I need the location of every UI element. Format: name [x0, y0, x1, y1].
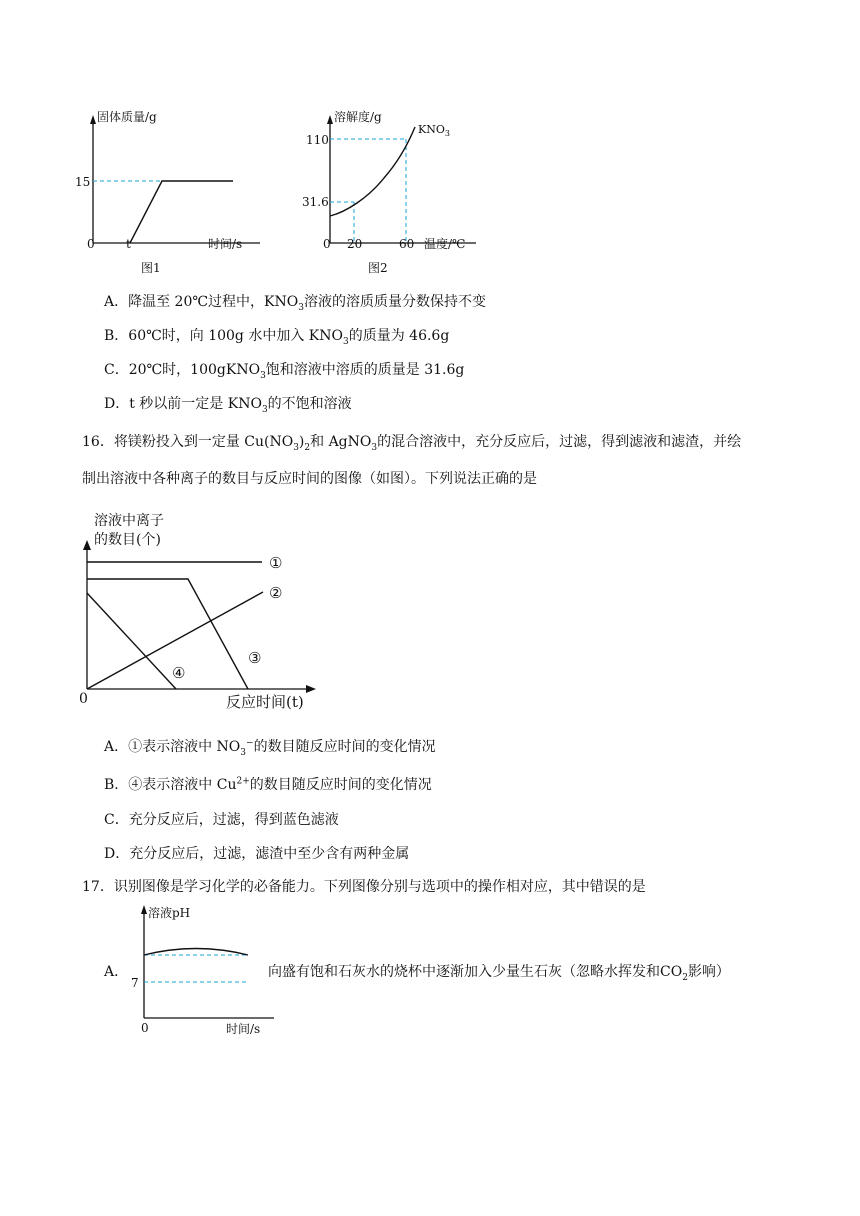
fig1-ylabel: 固体质量/g — [97, 110, 157, 124]
fig1-caption: 图1 — [141, 261, 161, 275]
fig2-x-tick-60: 60 — [399, 237, 415, 251]
fig1-origin: 0 — [87, 237, 95, 251]
q16-option-c: C．充分反应后，过滤，得到蓝色滤液 — [104, 812, 339, 828]
q16-xlabel: 反应时间(t) — [226, 693, 304, 711]
fig1-y-tick: 15 — [75, 175, 91, 189]
fig2-origin: 0 — [323, 237, 331, 251]
q17-ph-graph — [126, 900, 276, 1036]
fig2-y-tick-31-6: 31.6 — [302, 195, 329, 209]
q17-origin: 0 — [141, 1021, 149, 1035]
q16-label-1: ① — [269, 554, 283, 572]
q16-y-arrow — [83, 540, 91, 550]
fig1-xlabel: 时间/s — [208, 237, 243, 251]
q16-option-d: D．充分反应后，过滤，滤渣中至少含有两种金属 — [104, 846, 410, 862]
q17-y-tick-7: 7 — [131, 976, 139, 990]
figure-1 — [75, 100, 275, 280]
q16-label-2: ② — [269, 584, 283, 602]
q16-label-3: ③ — [248, 649, 262, 667]
fig2-xlabel: 温度/℃ — [424, 237, 466, 251]
q15-option-a: A．降温至 20℃过程中，$KNO_3$溶液的溶质质量分数保持不变 — [104, 294, 486, 313]
q16-ylabel-2: 的数目(个) — [94, 532, 161, 548]
q16-origin: 0 — [79, 691, 88, 707]
q16-stem-line-2: 制出溶液中各种离子的数目与反应时间的图像（如图）。下列说法正确的是 — [82, 471, 537, 487]
q16-stem-line-1: 16．将镁粉投入到一定量 $Cu(NO_3)_2$和 AgNO$_3$的混合溶液中，充分反应后，过滤，得到滤液和滤渣，并绘 — [82, 434, 742, 453]
fig2-y-arrow — [327, 115, 333, 124]
fig2-x-tick-20: 20 — [347, 237, 363, 251]
fig2-caption: 图2 — [368, 261, 388, 275]
q17-option-a-text: 向盛有饱和石灰水的烧杯中逐渐加入少量生石灰（忽略水挥发和$CO_2$影响） — [268, 964, 730, 983]
q16-line-3 — [87, 579, 248, 689]
q17-xlabel: 时间/s — [226, 1022, 261, 1036]
q15-option-d: D．t 秒以前一定是 $KNO_3$的不饱和溶液 — [104, 396, 352, 415]
figure-2 — [298, 100, 488, 280]
fig1-y-arrow — [90, 115, 96, 124]
fig2-series-label: $KNO_3$ — [418, 123, 450, 138]
fig2-solubility-curve — [330, 127, 415, 216]
q16-ion-graph — [76, 506, 326, 716]
q17-ylabel: 溶液pH — [148, 906, 191, 920]
fig2-y-tick-110: 110 — [306, 133, 329, 147]
q17-option-a-letter: A． — [104, 964, 129, 980]
q17-stem: 17．识别图像是学习化学的必备能力。下列图像分别与选项中的操作相对应，其中错误的是 — [82, 879, 646, 895]
q17-y-arrow — [141, 905, 147, 914]
q15-option-c: C．20℃时，100gKNO$_3$饱和溶液中溶质的质量是 31.6g — [104, 362, 465, 381]
q16-option-a: A．①表示溶液中 $NO_3^-$的数目随反应时间的变化情况 — [104, 738, 436, 758]
q15-option-b: B．60℃时，向 100g 水中加入 $KNO_3$的质量为 46.6g — [104, 328, 450, 347]
q17-ph-curve — [144, 949, 248, 956]
fig2-ylabel: 溶解度/g — [334, 110, 382, 124]
q16-option-b: B．④表示溶液中 $Cu^{2+}$的数目随反应时间的变化情况 — [104, 776, 432, 793]
q16-x-arrow — [306, 685, 316, 693]
q16-label-4: ④ — [172, 664, 186, 682]
fig1-x-tick: t — [126, 237, 131, 251]
q16-line-4 — [87, 593, 176, 689]
fig1-mass-line — [130, 181, 233, 243]
q16-ylabel-1: 溶液中离子 — [94, 513, 164, 529]
